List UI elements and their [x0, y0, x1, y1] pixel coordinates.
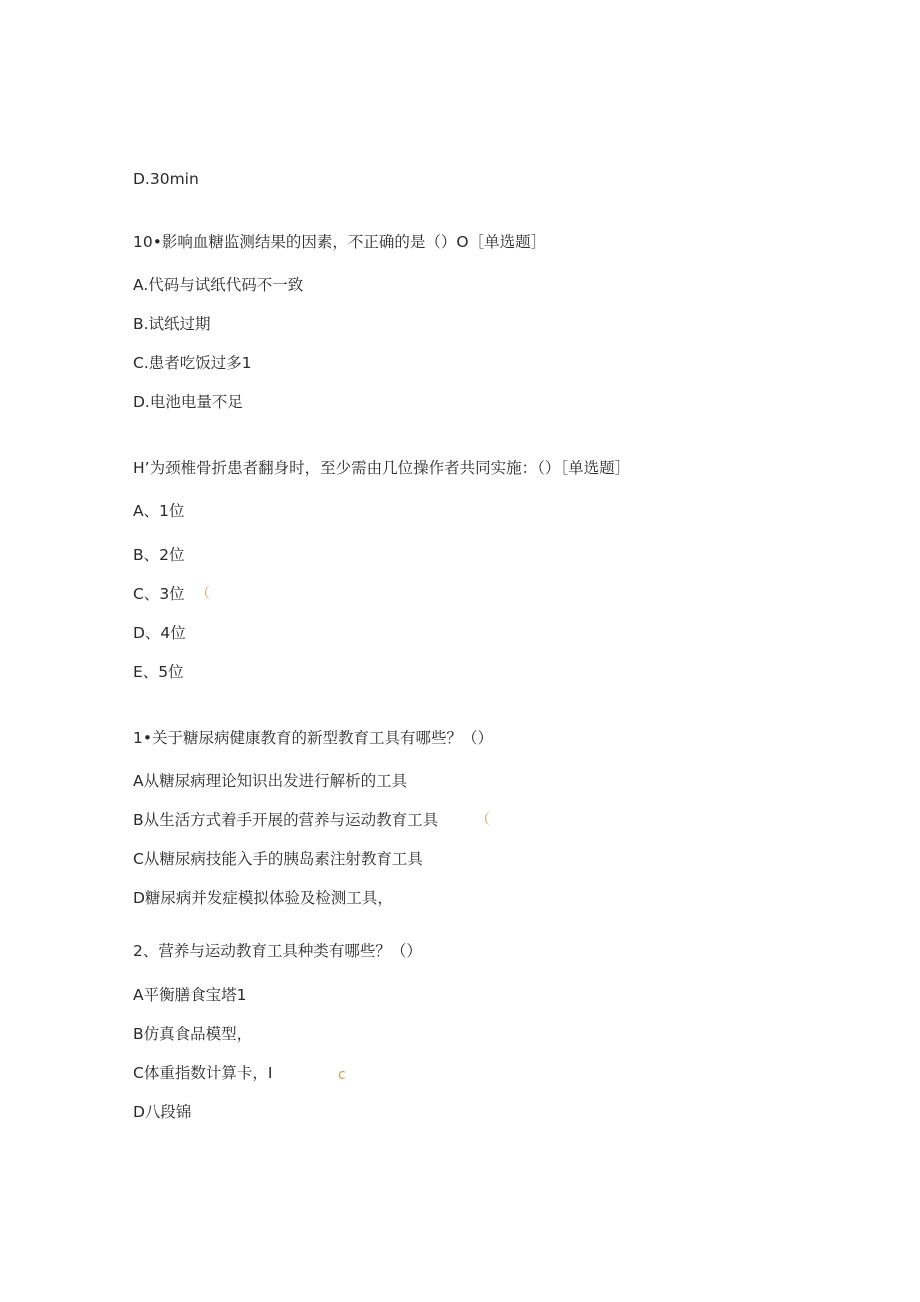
answer-mark: （	[196, 586, 210, 602]
option-a-q10: A.代码与试纸代码不一致	[133, 276, 304, 294]
question-10: 10•影响血糖监测结果的因素，不正确的是（）O［单选题］	[133, 233, 547, 251]
option-d-q11: D、4位	[133, 624, 186, 642]
option-d-q2: D八段锦	[133, 1103, 192, 1121]
option-e-q11: E、5位	[133, 663, 184, 681]
option-a-q11: A、1位	[133, 502, 185, 520]
question-2: 2、营养与运动教育工具种类有哪些？（）	[133, 942, 422, 960]
option-d-q9: D.30min	[133, 170, 199, 188]
question-1: 1•关于糖尿病健康教育的新型教育工具有哪些？（）	[133, 729, 494, 747]
option-b-q2: B仿真食品模型，	[133, 1025, 253, 1043]
option-b-q10: B.试纸过期	[133, 315, 211, 333]
option-b-q11: B、2位	[133, 546, 185, 564]
answer-mark: c	[338, 1067, 346, 1083]
answer-mark: （	[476, 812, 490, 828]
option-a-q2: A平衡膳食宝塔1	[133, 986, 247, 1004]
option-d-q10: D.电池电量不足	[133, 393, 243, 411]
option-c-q10: C.患者吃饭过多1	[133, 354, 252, 372]
option-d-q1: D糖尿病并发症模拟体验及检测工具，	[133, 889, 393, 907]
option-c-q2: C体重指数计算卡，I	[133, 1064, 273, 1082]
question-11: H’为颈椎骨折患者翻身时，至少需由几位操作者共同实施：（）［单选题］	[133, 459, 631, 477]
option-b-q1: B从生活方式着手开展的营养与运动教育工具	[133, 811, 439, 829]
option-a-q1: A从糖尿病理论知识出发进行解析的工具	[133, 772, 408, 790]
option-c-q11: C、3位	[133, 585, 185, 603]
option-c-q1: C从糖尿病技能入手的胰岛素注射教育工具	[133, 850, 423, 868]
